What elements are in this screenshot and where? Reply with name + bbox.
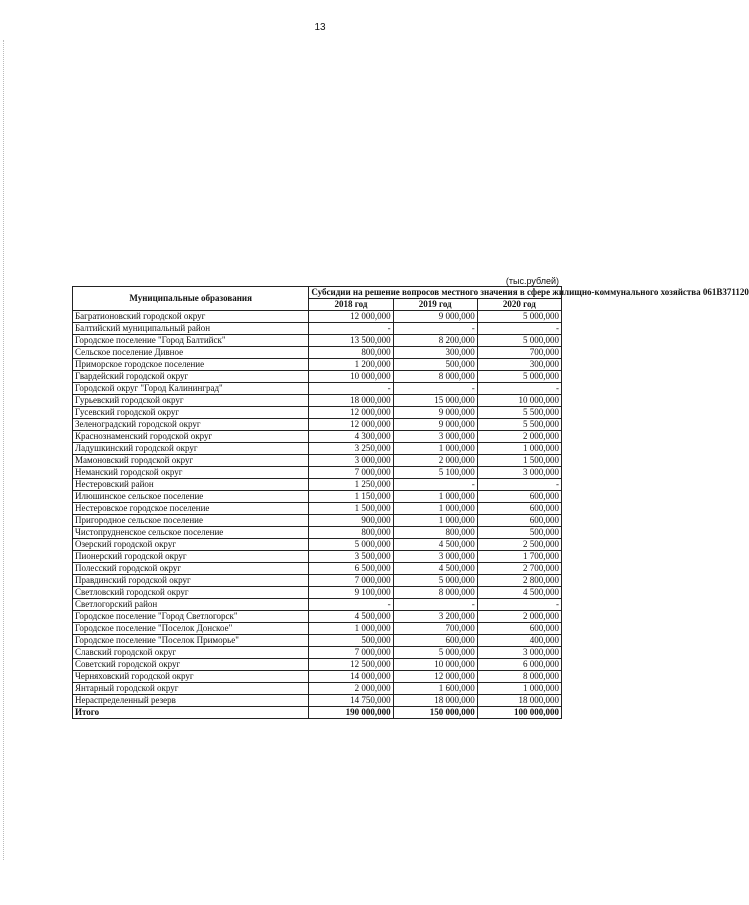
value-2019: 5 100,000	[393, 467, 477, 479]
value-2020: 8 000,000	[477, 671, 561, 683]
table-row	[73, 635, 562, 647]
value-2018: 9 100,000	[309, 587, 393, 599]
table-row	[73, 491, 562, 503]
value-2020: 2 000,000	[477, 431, 561, 443]
page-number: 13	[314, 22, 326, 33]
value-2020: 600,000	[477, 503, 561, 515]
municipality-name: Полесский городской округ	[73, 563, 309, 575]
value-2020: 600,000	[477, 515, 561, 527]
value-2019: 2 000,000	[393, 455, 477, 467]
municipality-name: Краснознаменский городской округ	[73, 431, 309, 443]
value-2018: 5 000,000	[309, 539, 393, 551]
value-2020: 2 000,000	[477, 611, 561, 623]
table-row	[73, 647, 562, 659]
value-2018: 3 500,000	[309, 551, 393, 563]
header-year-2019: 2019 год	[393, 299, 477, 311]
value-2018: 7 000,000	[309, 647, 393, 659]
value-2018: 800,000	[309, 527, 393, 539]
value-2020: 2 700,000	[477, 563, 561, 575]
table-row	[73, 443, 562, 455]
value-2018: 6 500,000	[309, 563, 393, 575]
value-2019: -	[393, 479, 477, 491]
value-2018: 12 000,000	[309, 419, 393, 431]
value-2019: 8 000,000	[393, 371, 477, 383]
header-year-2018: 2018 год	[309, 299, 393, 311]
value-2018: 14 000,000	[309, 671, 393, 683]
municipality-name: Янтарный городской округ	[73, 683, 309, 695]
value-2020: 6 000,000	[477, 659, 561, 671]
value-2020: 1 000,000	[477, 443, 561, 455]
municipality-name: Сельское поселение Дивное	[73, 347, 309, 359]
value-2019: -	[393, 599, 477, 611]
table-row	[73, 311, 562, 323]
table-row	[73, 371, 562, 383]
value-2020: 3 000,000	[477, 647, 561, 659]
value-2020: -	[477, 479, 561, 491]
value-2018: 4 300,000	[309, 431, 393, 443]
units-label: (тыс.рублей)	[505, 276, 559, 286]
value-2018: 1 150,000	[309, 491, 393, 503]
table-row	[73, 623, 562, 635]
municipality-name: Мамоновский городской округ	[73, 455, 309, 467]
total-label: Итого	[73, 707, 309, 719]
municipality-name: Гусевский городской округ	[73, 407, 309, 419]
table-row	[73, 575, 562, 587]
table-row	[73, 659, 562, 671]
value-2020: 5 500,000	[477, 407, 561, 419]
table-row	[73, 323, 562, 335]
value-2020: 4 500,000	[477, 587, 561, 599]
municipality-name: Советский городской округ	[73, 659, 309, 671]
value-2019: 700,000	[393, 623, 477, 635]
table-row	[73, 671, 562, 683]
value-2018: 1 000,000	[309, 623, 393, 635]
municipality-name: Городской округ "Город Калининград"	[73, 383, 309, 395]
value-2019: 600,000	[393, 635, 477, 647]
table-row	[73, 503, 562, 515]
table-row	[73, 407, 562, 419]
value-2019: -	[393, 323, 477, 335]
value-2018: 500,000	[309, 635, 393, 647]
value-2020: 5 000,000	[477, 371, 561, 383]
value-2019: 3 000,000	[393, 431, 477, 443]
value-2019: 1 000,000	[393, 503, 477, 515]
header-municipalities: Муниципальные образования	[73, 287, 309, 311]
table-row	[73, 395, 562, 407]
value-2019: 9 000,000	[393, 419, 477, 431]
value-2018: 10 000,000	[309, 371, 393, 383]
municipality-name: Нераспределенный резерв	[73, 695, 309, 707]
value-2018: 1 250,000	[309, 479, 393, 491]
value-2019: 15 000,000	[393, 395, 477, 407]
value-2019: 18 000,000	[393, 695, 477, 707]
table-row	[73, 479, 562, 491]
total-2020: 100 000,000	[477, 707, 561, 719]
table-row	[73, 527, 562, 539]
value-2019: 1 600,000	[393, 683, 477, 695]
municipality-name: Городское поселение "Город Балтийск"	[73, 335, 309, 347]
value-2019: 10 000,000	[393, 659, 477, 671]
value-2018: 12 000,000	[309, 311, 393, 323]
municipality-name: Городское поселение "Поселок Донское"	[73, 623, 309, 635]
municipality-name: Ладушкинский городской округ	[73, 443, 309, 455]
table-row	[73, 587, 562, 599]
municipality-name: Черняховский городской округ	[73, 671, 309, 683]
table-row	[73, 539, 562, 551]
table-row	[73, 431, 562, 443]
value-2020: 500,000	[477, 527, 561, 539]
value-2019: 1 000,000	[393, 443, 477, 455]
value-2020: 2 500,000	[477, 539, 561, 551]
municipality-name: Нестеровское городское поселение	[73, 503, 309, 515]
table-row	[73, 551, 562, 563]
value-2019: 12 000,000	[393, 671, 477, 683]
value-2020: 18 000,000	[477, 695, 561, 707]
table-row	[73, 383, 562, 395]
municipality-name: Приморское городское поселение	[73, 359, 309, 371]
header-subsidy-title: Субсидии на решение вопросов местного значения в сфере жилищно-коммунального хозяйства 061В371120	[309, 287, 562, 299]
municipality-name: Неманский городской округ	[73, 467, 309, 479]
value-2019: 4 500,000	[393, 539, 477, 551]
value-2018: 7 000,000	[309, 467, 393, 479]
table-row	[73, 695, 562, 707]
table-row	[73, 455, 562, 467]
header-year-2020: 2020 год	[477, 299, 561, 311]
table-row	[73, 347, 562, 359]
value-2018: 2 000,000	[309, 683, 393, 695]
value-2020: 5 000,000	[477, 335, 561, 347]
table-row	[73, 599, 562, 611]
municipality-name: Балтийский муниципальный район	[73, 323, 309, 335]
value-2020: 2 800,000	[477, 575, 561, 587]
value-2018: 12 500,000	[309, 659, 393, 671]
value-2018: 7 000,000	[309, 575, 393, 587]
value-2018: 14 750,000	[309, 695, 393, 707]
value-2020: -	[477, 383, 561, 395]
table-row	[73, 419, 562, 431]
value-2019: 3 000,000	[393, 551, 477, 563]
scan-edge-line	[3, 40, 5, 860]
value-2020: -	[477, 599, 561, 611]
value-2020: 1 500,000	[477, 455, 561, 467]
municipality-name: Багратионовский городской округ	[73, 311, 309, 323]
value-2019: 9 000,000	[393, 311, 477, 323]
municipality-name: Зеленоградский городской округ	[73, 419, 309, 431]
subsidy-table	[72, 286, 749, 719]
table-row	[73, 563, 562, 575]
value-2019: 9 000,000	[393, 407, 477, 419]
value-2018: 12 000,000	[309, 407, 393, 419]
value-2020: 1 000,000	[477, 683, 561, 695]
value-2018: 800,000	[309, 347, 393, 359]
value-2020: 10 000,000	[477, 395, 561, 407]
municipality-name: Нестеровский район	[73, 479, 309, 491]
table-row	[73, 335, 562, 347]
value-2019: 5 000,000	[393, 647, 477, 659]
value-2019: 5 000,000	[393, 575, 477, 587]
value-2020: 600,000	[477, 623, 561, 635]
municipality-name: Городское поселение "Город Светлогорск"	[73, 611, 309, 623]
value-2018: -	[309, 383, 393, 395]
municipality-name: Чистопрудненское сельское поселение	[73, 527, 309, 539]
value-2019: 1 000,000	[393, 491, 477, 503]
value-2018: 1 500,000	[309, 503, 393, 515]
municipality-name: Гурьевский городской округ	[73, 395, 309, 407]
value-2019: 8 000,000	[393, 587, 477, 599]
value-2020: 3 000,000	[477, 467, 561, 479]
value-2019: 500,000	[393, 359, 477, 371]
table-row	[73, 467, 562, 479]
total-2019: 150 000,000	[393, 707, 477, 719]
total-row	[73, 707, 562, 719]
value-2020: 5 500,000	[477, 419, 561, 431]
value-2019: 800,000	[393, 527, 477, 539]
value-2018: 18 000,000	[309, 395, 393, 407]
value-2018: 1 200,000	[309, 359, 393, 371]
value-2019: 1 000,000	[393, 515, 477, 527]
value-2018: -	[309, 323, 393, 335]
value-2018: 3 250,000	[309, 443, 393, 455]
total-2018: 190 000,000	[309, 707, 393, 719]
municipality-name: Славский городской округ	[73, 647, 309, 659]
value-2018: 4 500,000	[309, 611, 393, 623]
municipality-name: Светлогорский район	[73, 599, 309, 611]
table-row	[73, 683, 562, 695]
value-2019: 4 500,000	[393, 563, 477, 575]
municipality-name: Светловский городской округ	[73, 587, 309, 599]
value-2020: 600,000	[477, 491, 561, 503]
value-2020: 1 700,000	[477, 551, 561, 563]
value-2020: -	[477, 323, 561, 335]
value-2020: 5 000,000	[477, 311, 561, 323]
value-2018: -	[309, 599, 393, 611]
value-2019: 300,000	[393, 347, 477, 359]
value-2018: 13 500,000	[309, 335, 393, 347]
table-row	[73, 611, 562, 623]
municipality-name: Гвардейский городской округ	[73, 371, 309, 383]
municipality-name: Илюшинское сельское поселение	[73, 491, 309, 503]
value-2020: 300,000	[477, 359, 561, 371]
municipality-name: Пионерский городской округ	[73, 551, 309, 563]
municipality-name: Пригородное сельское поселение	[73, 515, 309, 527]
municipality-name: Городское поселение "Поселок Приморье"	[73, 635, 309, 647]
value-2018: 900,000	[309, 515, 393, 527]
municipality-name: Озерский городской округ	[73, 539, 309, 551]
table-row	[73, 515, 562, 527]
value-2020: 400,000	[477, 635, 561, 647]
table-row	[73, 359, 562, 371]
value-2020: 700,000	[477, 347, 561, 359]
value-2018: 3 000,000	[309, 455, 393, 467]
municipality-name: Правдинский городской округ	[73, 575, 309, 587]
value-2019: -	[393, 383, 477, 395]
value-2019: 3 200,000	[393, 611, 477, 623]
value-2019: 8 200,000	[393, 335, 477, 347]
